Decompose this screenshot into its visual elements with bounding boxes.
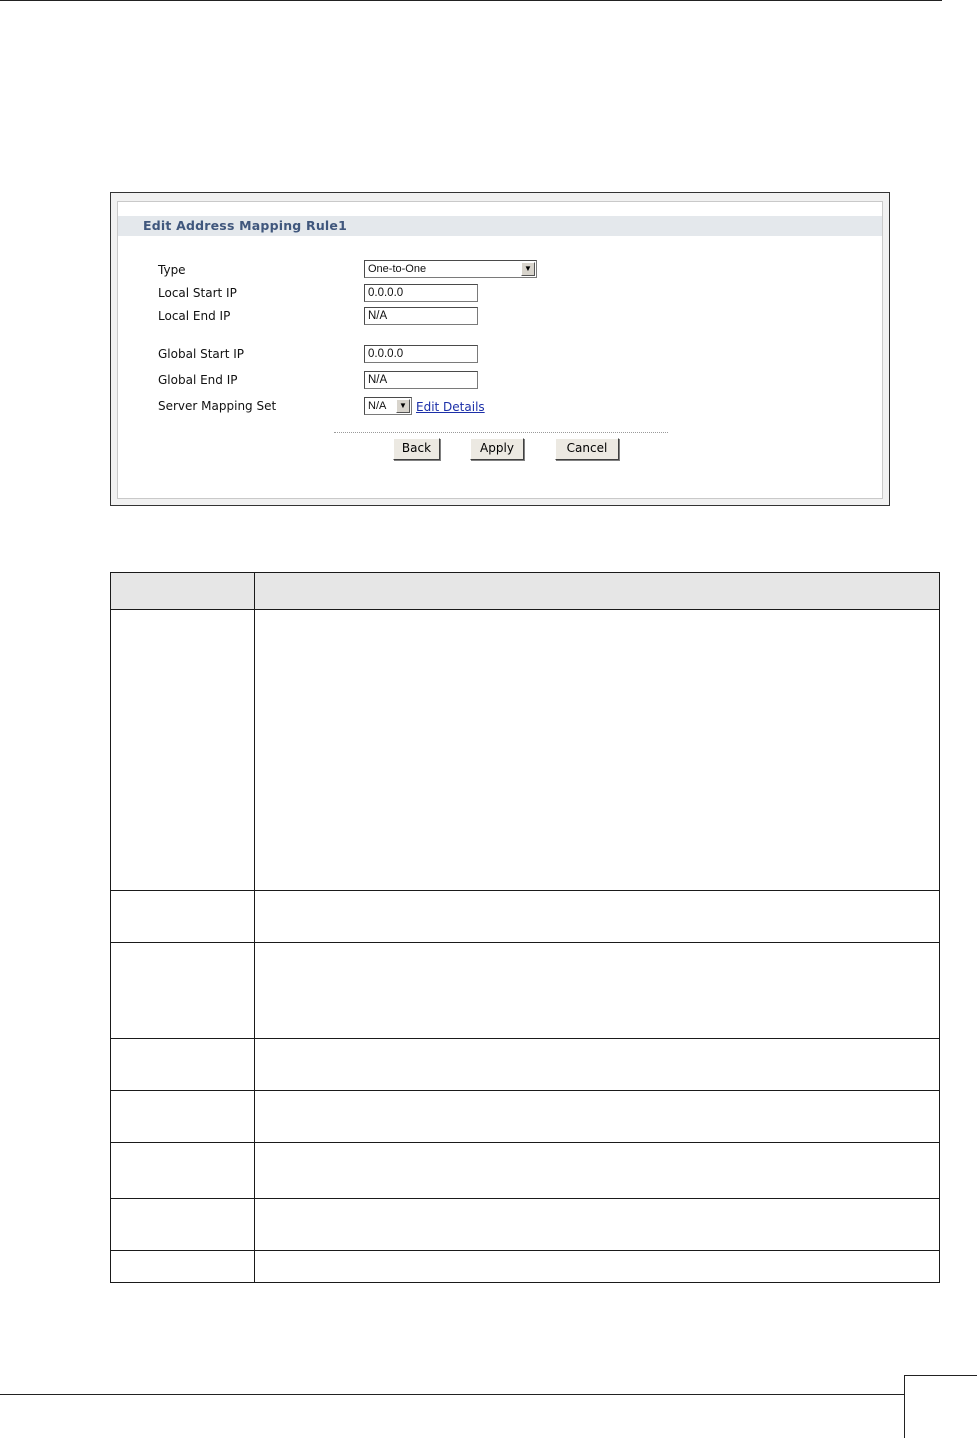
chevron-down-icon: ▼	[521, 262, 535, 276]
table-row	[111, 1251, 940, 1283]
local-start-ip-label: Local Start IP	[158, 286, 237, 300]
apply-button[interactable]: Apply	[470, 438, 524, 460]
field-description-table	[110, 572, 940, 1283]
page-number-box	[904, 1375, 977, 1438]
local-end-ip-label: Local End IP	[158, 309, 231, 323]
panel-title: Edit Address Mapping Rule1	[143, 218, 347, 233]
table-cell-description	[255, 1143, 940, 1199]
table-row	[111, 1091, 940, 1143]
local-start-ip-field[interactable]: 0.0.0.0	[364, 284, 478, 302]
table-header-row	[111, 573, 940, 610]
table-cell-description	[255, 891, 940, 943]
type-select-value: One-to-One	[368, 263, 427, 275]
table-cell-label	[111, 610, 255, 891]
cancel-button[interactable]: Cancel	[555, 438, 619, 460]
table-row	[111, 891, 940, 943]
table-cell-label	[111, 943, 255, 1039]
type-label: Type	[158, 263, 186, 277]
back-button[interactable]: Back	[393, 438, 440, 460]
table-cell-description	[255, 943, 940, 1039]
table-cell-label	[111, 1199, 255, 1251]
server-mapping-set-value: N/A	[368, 400, 387, 412]
local-end-ip-field[interactable]: N/A	[364, 307, 478, 325]
global-start-ip-field[interactable]: 0.0.0.0	[364, 345, 478, 363]
server-mapping-set-select[interactable]	[364, 397, 412, 415]
button-separator	[334, 432, 668, 433]
table-row	[111, 1143, 940, 1199]
server-mapping-set-label: Server Mapping Set	[158, 399, 277, 413]
table-cell-description	[255, 1199, 940, 1251]
chevron-down-icon: ▼	[396, 399, 410, 413]
table-row	[111, 1039, 940, 1091]
table-header-label	[111, 573, 255, 610]
footer-rule	[0, 1394, 904, 1395]
table-cell-label	[111, 891, 255, 943]
edit-details-link[interactable]: Edit Details	[416, 400, 485, 414]
table-cell-label	[111, 1091, 255, 1143]
type-select[interactable]	[364, 260, 537, 278]
table-row	[111, 943, 940, 1039]
table-cell-description	[255, 1251, 940, 1283]
table-cell-description	[255, 610, 940, 891]
global-end-ip-field[interactable]: N/A	[364, 371, 478, 389]
global-start-ip-label: Global Start IP	[158, 347, 244, 361]
table-cell-label	[111, 1039, 255, 1091]
global-end-ip-label: Global End IP	[158, 373, 238, 387]
top-rule	[0, 0, 942, 1]
table-cell-description	[255, 1039, 940, 1091]
screen-panel	[117, 201, 883, 499]
table-cell-label	[111, 1251, 255, 1283]
address-mapping-screenshot	[110, 192, 890, 506]
table-row	[111, 610, 940, 891]
table-row	[111, 1199, 940, 1251]
table-cell-description	[255, 1091, 940, 1143]
table-cell-label	[111, 1143, 255, 1199]
table-header-description	[255, 573, 940, 610]
